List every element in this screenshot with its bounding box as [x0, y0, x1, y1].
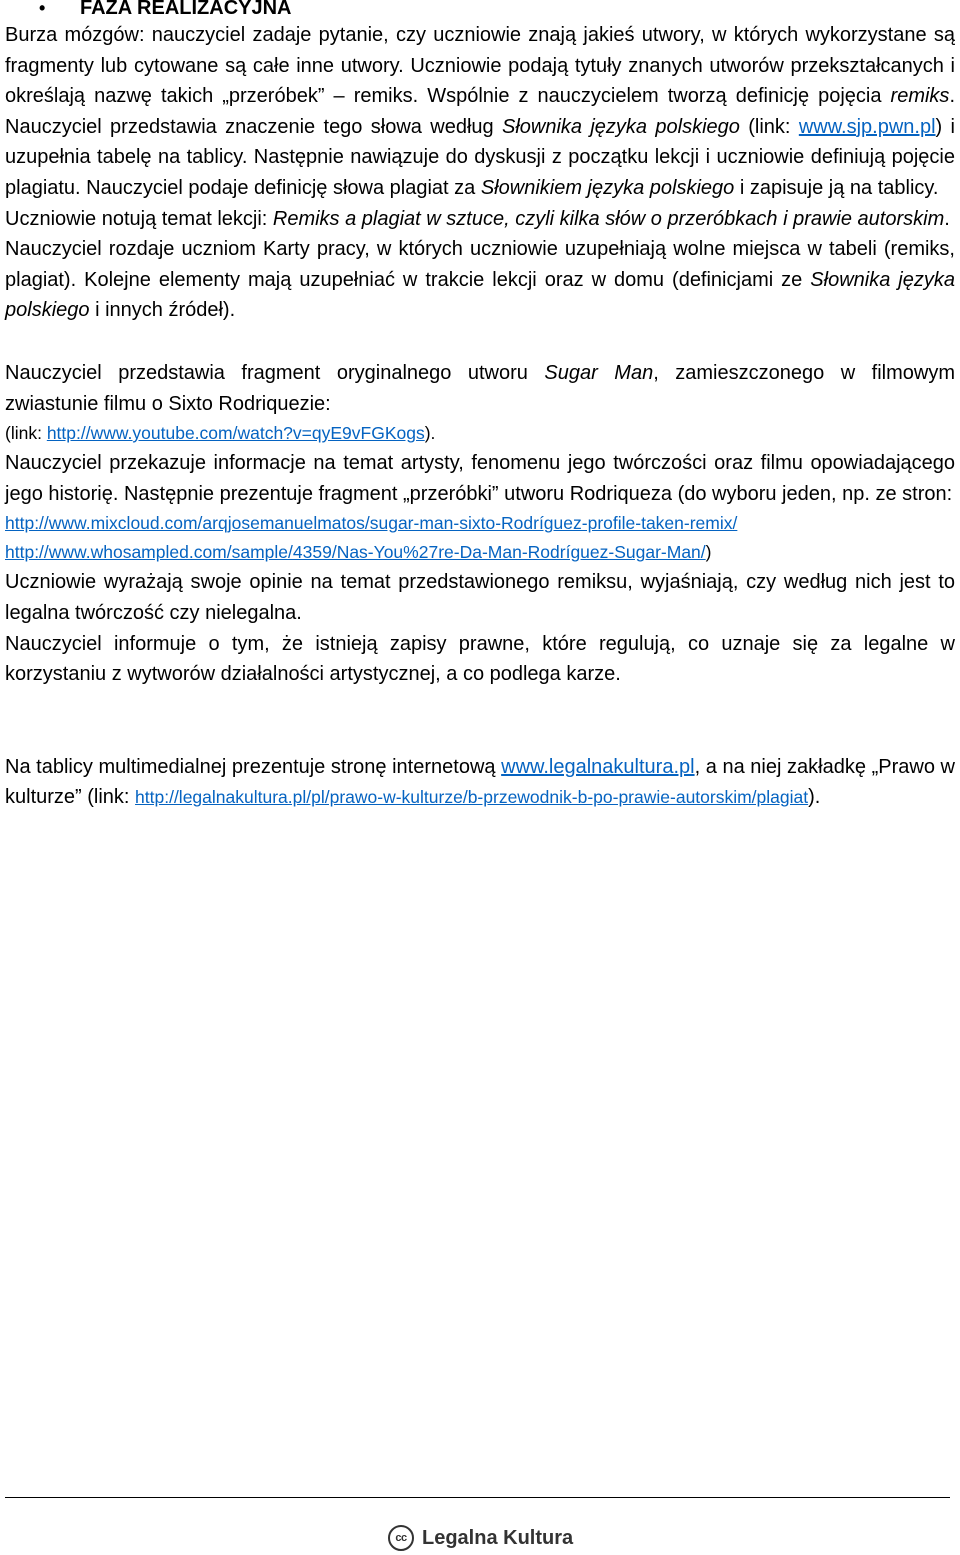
youtube-link[interactable]: http://www.youtube.com/watch?v=qyE9vFGKogs — [46, 423, 425, 444]
footer-brand: Legalna Kultura — [422, 1526, 574, 1549]
section-title: FAZA REALIZACYJNA — [80, 0, 292, 19]
paragraph-opinions: Uczniowie wyrażają swoje opinie na temat przedstawionego remiksu, wyjaśniają, czy według nich jest to legalna twórczość czy nielegalna. — [5, 571, 955, 624]
paragraph-youtube-link — [5, 419, 955, 448]
whosampled-link[interactable]: http://www.whosampled.com/sample/4359/Nas-You%27re-Da-Man-Rodríguez-Sugar-Man/ — [5, 542, 706, 563]
text: Nauczyciel przedstawia fragment oryginalnego utworu — [5, 361, 545, 384]
emphasis: Słownika języka polskiego — [501, 115, 740, 138]
document-body — [5, 0, 955, 813]
emphasis: Słownikiem języka polskiego — [480, 176, 735, 199]
text: Nauczyciel rozdaje uczniom Karty pracy, w których uczniowie uzupełniają wolne miejsca w tabeli (remiks, plagiat). Kolejne elementy mają uzupełniać w trakcie lekcji oraz w domu (definicjami ze — [5, 238, 955, 291]
paragraph-brainstorm — [5, 20, 955, 204]
paragraph-artist-info: Nauczyciel przekazuje informacje na temat artysty, fenomenu jego twórczości oraz filmu opowiadającego jego historię. Następnie prezentuje fragment „przeróbki” utworu Rodriqueza (do wyboru jeden, np. ze stron: — [5, 452, 955, 505]
text: ). — [424, 423, 436, 444]
text: ) i uzupełnia tabelę na tablicy. Następnie nawiązuje do dyskusji z początku lekcji i uczniowie definiują pojęcie plagiatu. Nauczyciel podaje definicję słowa plagiat za — [5, 115, 955, 199]
section-heading — [5, 0, 955, 20]
text: Na tablicy multimedialnej prezentuje stronę internetową — [5, 755, 502, 778]
text: Burza mózgów: nauczyciel zadaje pytanie, czy uczniowie znają jakieś utwory, w których wykorzystane są fragmenty lub cytowane są całe inne utwory. Uczniowie podają tytuły znanych utworów przekształcanych i określają nazwę takich „przeróbek” – remiks. Wspólnie z nauczycielem tworzą definicję pojęcia — [5, 24, 955, 108]
footer-logo — [388, 1521, 573, 1555]
emphasis: Słownika języka polskiego — [5, 268, 955, 322]
text: (link: — [5, 423, 47, 444]
creative-commons-icon: cc — [388, 1525, 414, 1551]
text: . Nauczyciel przedstawia znaczenie tego słowa według — [5, 85, 955, 138]
text: i innych źródeł). — [89, 299, 236, 322]
lesson-topic: Remiks a plagiat w sztuce, czyli kilka słów o przeróbkach i prawie autorskim — [272, 207, 945, 230]
emphasis: Sugar Man — [544, 361, 654, 384]
plagiat-guide-link[interactable]: http://legalnakultura.pl/pl/prawo-w-kulturze/b-przewodnik-b-po-prawie-autorskim/plagiat — [135, 787, 809, 808]
text: . — [944, 207, 950, 230]
paragraph-multimedia-board — [5, 752, 955, 813]
text: ). — [808, 786, 821, 809]
mixcloud-link[interactable]: http://www.mixcloud.com/arqjosemanuelmatos/sugar-man-sixto-Rodríguez-profile-taken-remix/ — [5, 513, 738, 534]
sjp-link[interactable]: www.sjp.pwn.pl — [798, 115, 936, 138]
text: , zamieszczonego w filmowym zwiastunie filmu o Sixto Rodriquezie: — [5, 361, 956, 415]
bullet-icon: • — [39, 0, 46, 18]
paragraph-whosampled — [5, 538, 955, 567]
paragraph-mixcloud — [5, 509, 955, 538]
text: , a na niej zakładkę „Prawo w kulturze” (link: — [5, 755, 955, 809]
paragraph-sugar-man — [5, 358, 955, 419]
text: Uczniowie notują temat lekcji: — [5, 207, 273, 230]
text: (link: — [739, 115, 799, 138]
paragraph-worksheets — [5, 234, 955, 326]
text: i zapisuje ją na tablicy. — [734, 176, 939, 199]
legalnakultura-link[interactable]: www.legalnakultura.pl — [501, 755, 695, 778]
footer-divider — [5, 1497, 950, 1498]
text: ) — [705, 542, 712, 563]
paragraph-law: Nauczyciel informuje o tym, że istnieją zapisy prawne, które regulują, co uznaje się za legalne w korzystaniu z wytworów działalności artystycznej, a co podlega karze. — [5, 632, 955, 686]
paragraph-lesson-topic — [5, 204, 955, 235]
emphasis: remiks — [890, 85, 950, 108]
